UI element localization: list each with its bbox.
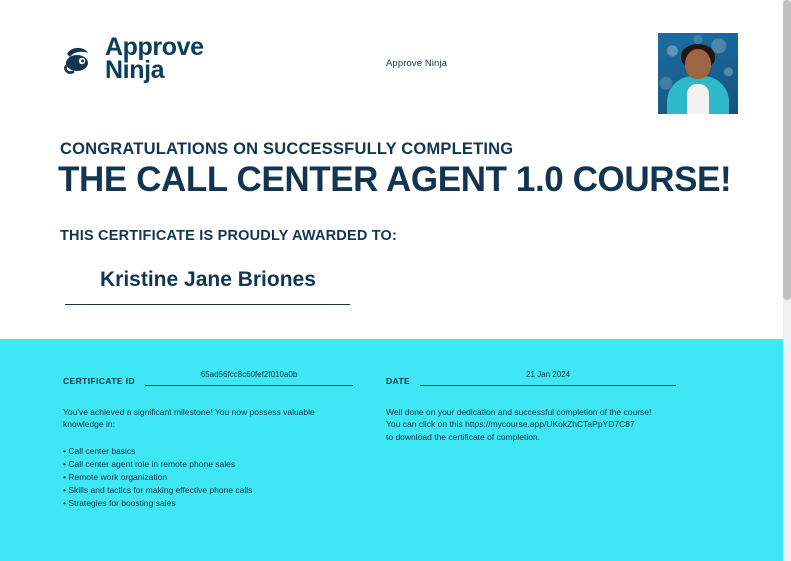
footer-right-column xyxy=(386,364,676,443)
certificate-id-row xyxy=(63,364,353,386)
certificate-id-label: CERTIFICATE ID xyxy=(63,376,136,386)
date-row xyxy=(386,364,676,386)
certificate-footer xyxy=(0,339,783,561)
photo-head xyxy=(685,49,711,79)
list-item: • Call center basics xyxy=(63,445,136,456)
list-item: • Strategies for boosting sales xyxy=(63,498,176,509)
right-note-line-1: Well done on your dedication and successful completion of the course! xyxy=(386,407,652,417)
approve-ninja-logo xyxy=(60,33,204,84)
download-link[interactable]: You can click on this https://mycourse.app/UKokZhCTaPpYD7C87 xyxy=(386,419,635,430)
congratulations-line: CONGRATULATIONS ON SUCCESSFULLY COMPLETING xyxy=(60,140,514,158)
list-item: • Skills and tactics for making effective phone calls xyxy=(63,485,253,496)
right-note-line-3: to download the certificate of completion. xyxy=(386,431,541,442)
logo-word-2: Ninja xyxy=(105,56,165,84)
logo-word-1: Approve xyxy=(105,33,204,61)
left-note: You've achieved a significant milestone! You now possess valuable knowledge in: xyxy=(63,407,315,430)
date-value: 21 Jan 2024 xyxy=(526,370,571,379)
vertical-scrollbar[interactable] xyxy=(783,0,791,561)
awarded-to-label: THIS CERTIFICATE IS PROUDLY AWARDED TO: xyxy=(60,228,398,244)
course-title: THE CALL CENTER AGENT 1.0 COURSE! xyxy=(58,160,732,199)
logo-wordmark xyxy=(105,33,204,84)
skills-list xyxy=(63,445,353,511)
right-note xyxy=(386,406,676,443)
certificate-id-value-wrap xyxy=(145,364,353,386)
scrollbar-thumb[interactable] xyxy=(783,0,791,300)
date-value-wrap xyxy=(420,364,676,386)
date-label: DATE xyxy=(386,376,411,386)
list-item: • Call center agent role in remote phone sales xyxy=(63,458,236,469)
certificate-id-value: 65ad56fcc8c60fef2f010a0b xyxy=(200,370,298,379)
name-underline xyxy=(65,304,350,305)
ninja-logo-icon xyxy=(60,41,96,77)
list-item: • Remote work organization xyxy=(63,471,168,482)
recipient-photo xyxy=(658,33,738,114)
header-center-text: Approve Ninja xyxy=(386,58,447,69)
footer-left-column xyxy=(63,364,353,510)
photo-shirt xyxy=(687,84,709,114)
certificate-header xyxy=(0,0,783,120)
recipient-name: Kristine Jane Briones xyxy=(100,268,316,291)
